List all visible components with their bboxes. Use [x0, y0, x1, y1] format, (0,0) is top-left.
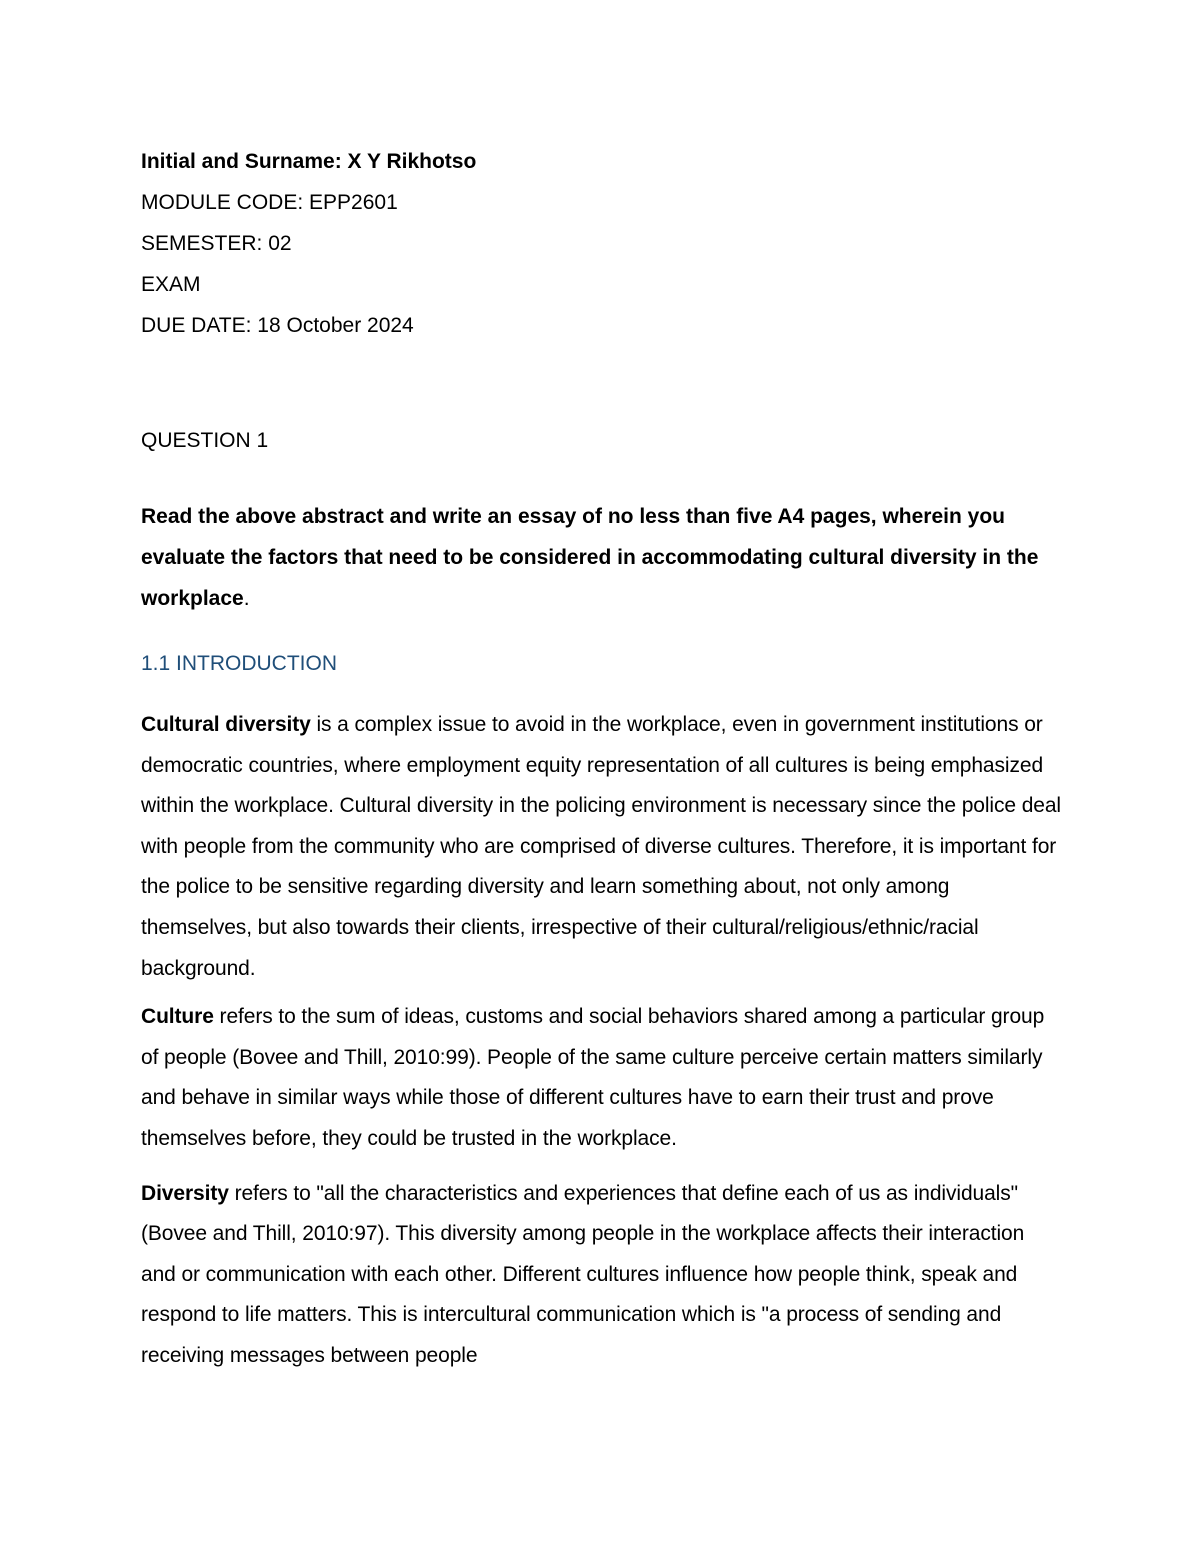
name-value: X Y Rikhotso	[347, 150, 477, 173]
semester-line: SEMESTER: 02	[141, 232, 292, 255]
paragraph-diversity	[141, 1174, 1061, 1377]
paragraph-text: is a complex issue to avoid in the workplace, even in government institutions or democratic countries, where employment equity representation of all cultures is being emphasized within the workplace. Cultural diversity in the policing environment is necessary since the police deal with people from the community who are comprised of diverse cultures. Therefore, it is important for the police to be sensitive regarding diversity and learn something about, not only among themselves, but also towards their clients, irrespective of their cultural/religious/ethnic/racial background.	[141, 713, 1061, 980]
name-label: Initial and Surname	[141, 150, 335, 173]
paragraph-text: refers to the sum of ideas, customs and social behaviors shared among a particular group of people (Bovee and Thill, 2010:99). People of the same culture perceive certain matters similarly and behave in similar ways while those of different cultures have to earn their trust and prove themselves before, they could be trusted in the workplace.	[141, 1005, 1045, 1150]
term-cultural-diversity: Cultural diversity	[141, 713, 311, 736]
term-culture: Culture	[141, 1005, 214, 1029]
module-code-line: MODULE CODE: EPP2601	[141, 191, 398, 214]
module-code-value: EPP2601	[309, 191, 398, 214]
paragraph-cultural-diversity	[141, 705, 1061, 989]
header-block	[141, 141, 1080, 346]
paragraph-culture	[141, 997, 1061, 1159]
due-date-line: DUE DATE: 18 October 2024	[141, 314, 414, 337]
question-prompt	[141, 496, 1061, 619]
name-line: Initial and Surname: X Y Rikhotso	[141, 150, 477, 173]
question-title: QUESTION 1	[141, 429, 269, 452]
question-prompt-text: Read the above abstract and write an essay of no less than five A4 pages, wherein you evaluate the factors that need to be considered in accommodating cultural diversity in the workplace	[141, 505, 1039, 610]
module-code-label: MODULE CODE	[141, 191, 298, 214]
term-diversity: Diversity	[141, 1181, 229, 1205]
section-heading: 1.1 INTRODUCTION	[141, 652, 338, 675]
paragraph-text: refers to "all the characteristics and experiences that define each of us as individuals" (Bovee and Thill, 2010:97). This diversity among people in the workplace affects their interaction and or communication with each other. Different cultures influence how people think, speak and respond to life matters. This is intercultural communication which is "a process of sending and receiving messages between people	[141, 1181, 1025, 1367]
exam-line: EXAM	[141, 273, 201, 296]
question-prompt-end: .	[243, 587, 250, 610]
